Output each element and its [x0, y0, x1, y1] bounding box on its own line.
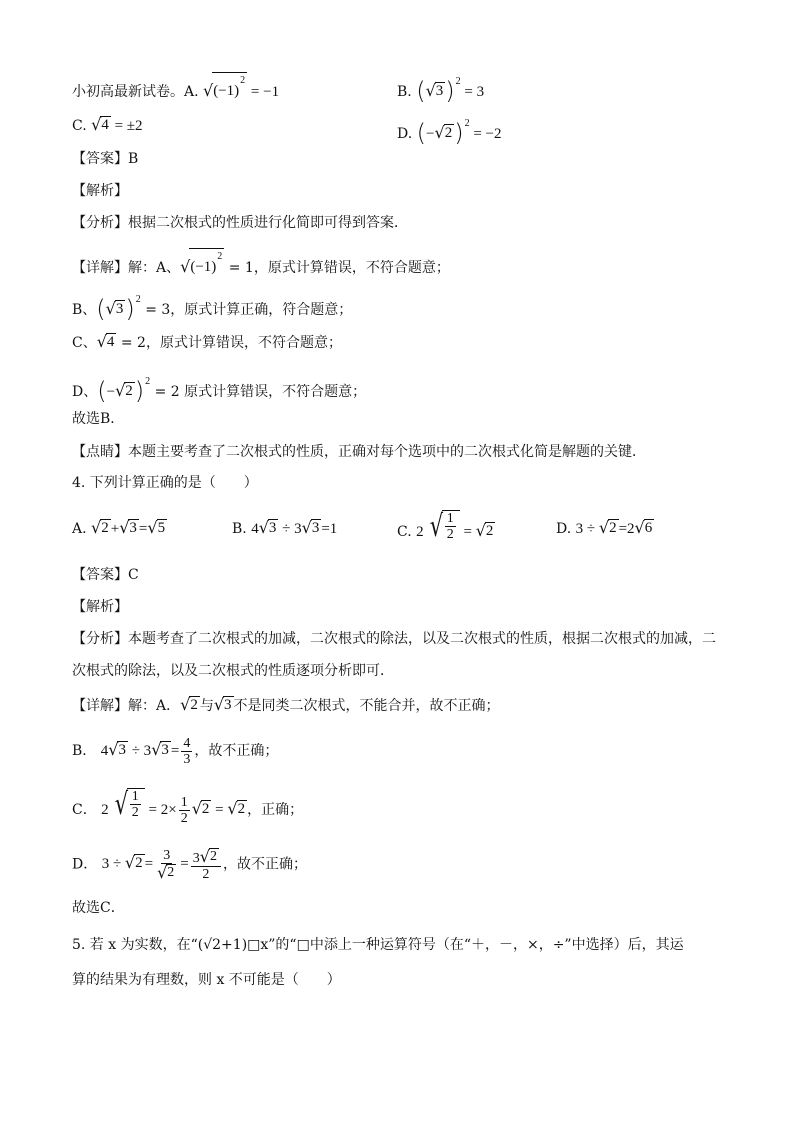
math-expression: 4 √ 3 ÷ 3 √ 3 =1 [251, 518, 338, 537]
q5-stem-line1: 5. 若 x 为实数，在“(√2+1)□x”的“□中添上一种运算符号（在“＋，－，×，÷”中选择）后，其运 [72, 937, 684, 953]
q3-analysis: 【分析】根据二次根式的性质进行化简即可得到答案． [72, 215, 408, 231]
q3-detail-d: D、(− √ 2 )$^2$ = 2 原式计算错误，不符合题意； [72, 376, 367, 405]
q4-detail-d: D． 3 ÷ √ 2 = 3 √ 2 = 3 √ 2 2 ，故不正确； [72, 847, 307, 882]
option-letter: B. [232, 521, 247, 537]
option-letter: D. [556, 521, 572, 537]
q3-detail-c: C、 √ 4 = 2，原式计算错误，不符合题意； [72, 332, 342, 351]
q3-option-d [397, 114, 502, 147]
math-expression: √ 4 = ±2 [91, 115, 143, 134]
q4-detail-c: C． 2 √ $\frac{1}{2}$ = 2× $\frac{1}{2}$ √ 2 = √ 2 ，正确； [72, 787, 304, 827]
detail-head: B． [72, 742, 97, 759]
option-value: = 3 [464, 84, 485, 100]
detail-text: 不是同类二次根式，不能合并，故不正确； [233, 698, 500, 714]
q4-option-c [397, 510, 495, 542]
detail-text: ，正确； [247, 802, 304, 818]
detail-head: D． [72, 856, 98, 873]
option-value: = ±2 [114, 118, 143, 134]
detail-text: = 2，原式计算错误，不符合题意； [120, 335, 342, 351]
q3-answer: 【答案】B [72, 151, 139, 167]
q4-analysis-line1: 【分析】本题考查了二次根式的加减，二次根式的除法，以及二次根式的性质，根据二次根式的加减，二 [72, 631, 716, 647]
detail-head: 【详解】解：A． [72, 698, 181, 714]
option-letter: A. [72, 521, 87, 537]
q4-detail-a: 【详解】解：A． √ 2 与 √ 3 不是同类二次根式，不能合并，故不正确； [72, 695, 500, 714]
detail-head: B、 [72, 302, 97, 318]
detail-text: = 2 原式计算错误，不符合题意； [154, 384, 367, 400]
option-letter: C. [397, 524, 412, 540]
option-letter: D. [397, 126, 413, 142]
detail-text: = 3，原式计算正确，符合题意； [145, 302, 353, 318]
q3-comment: 【点睛】本题主要考查了二次根式的性质，正确对每个选项中的二次根式化简是解题的关键． [72, 444, 646, 460]
q4-option-b [232, 519, 337, 539]
q3-option-c [72, 116, 143, 136]
math-expression: √ $(-1)^2$ = −1 [203, 84, 279, 100]
math-expression: 3 ÷ √ 2 =2 √ 6 [575, 518, 653, 537]
q4-detail-b: B． 4 √ 3 ÷ 3 √ 3 = $\frac{4}{3}$ ，故不正确； [72, 736, 279, 767]
q3-option-a [72, 72, 279, 102]
option-value: = −1 [250, 84, 280, 100]
q3-option-b [397, 72, 485, 105]
detail-head: 【详解】解：A、 [72, 260, 181, 276]
q4-analysis-heading: 【解析】 [72, 599, 128, 615]
detail-text: = 1，原式计算错误，不符合题意； [228, 260, 450, 276]
option-value: = −2 [473, 126, 502, 142]
q3-choose: 故选B． [72, 411, 125, 427]
detail-text: 与 [199, 698, 214, 714]
math-expression: √ 2 + √ 3 = √ 5 [91, 518, 166, 537]
q3-analysis-heading: 【解析】 [72, 183, 128, 199]
detail-head: C、 [72, 335, 97, 351]
q3-detail-a: 【详解】解：A、 √ $(-1)^2$ = 1，原式计算错误，不符合题意； [72, 248, 450, 278]
q3-detail-b: B、( √ 3 )$^2$ = 3，原式计算正确，符合题意； [72, 294, 353, 323]
q4-option-a [72, 519, 167, 539]
math-expression: ( √ 3 )$^2$ = 3 [416, 76, 485, 105]
option-letter: C. [72, 118, 87, 134]
detail-text: ，故不正确； [222, 856, 307, 873]
detail-head: D、 [72, 384, 98, 400]
option-letter: B. [397, 84, 412, 100]
math-expression: (− √ 2 )$^2$ = −2 [416, 118, 502, 147]
q4-answer: 【答案】C [72, 567, 139, 583]
math-expression: 2 √ $\frac{1}{2}$ = √ 2 [416, 509, 494, 544]
q4-stem: 4. 下列计算正确的是（ ） [72, 475, 258, 491]
option-letter: A. [184, 84, 199, 100]
q4-analysis-line2: 次根式的除法，以及二次根式的性质逐项分析即可． [72, 663, 394, 679]
detail-text: ，故不正确； [194, 742, 279, 759]
q3-prefix: 小初高最新试卷。 [72, 84, 184, 100]
q4-choose: 故选C． [72, 900, 125, 916]
q5-stem-line2: 算的结果为有理数，则 x 不可能是（ ） [72, 972, 341, 988]
detail-head: C． [72, 802, 97, 818]
q4-option-d [556, 519, 654, 539]
